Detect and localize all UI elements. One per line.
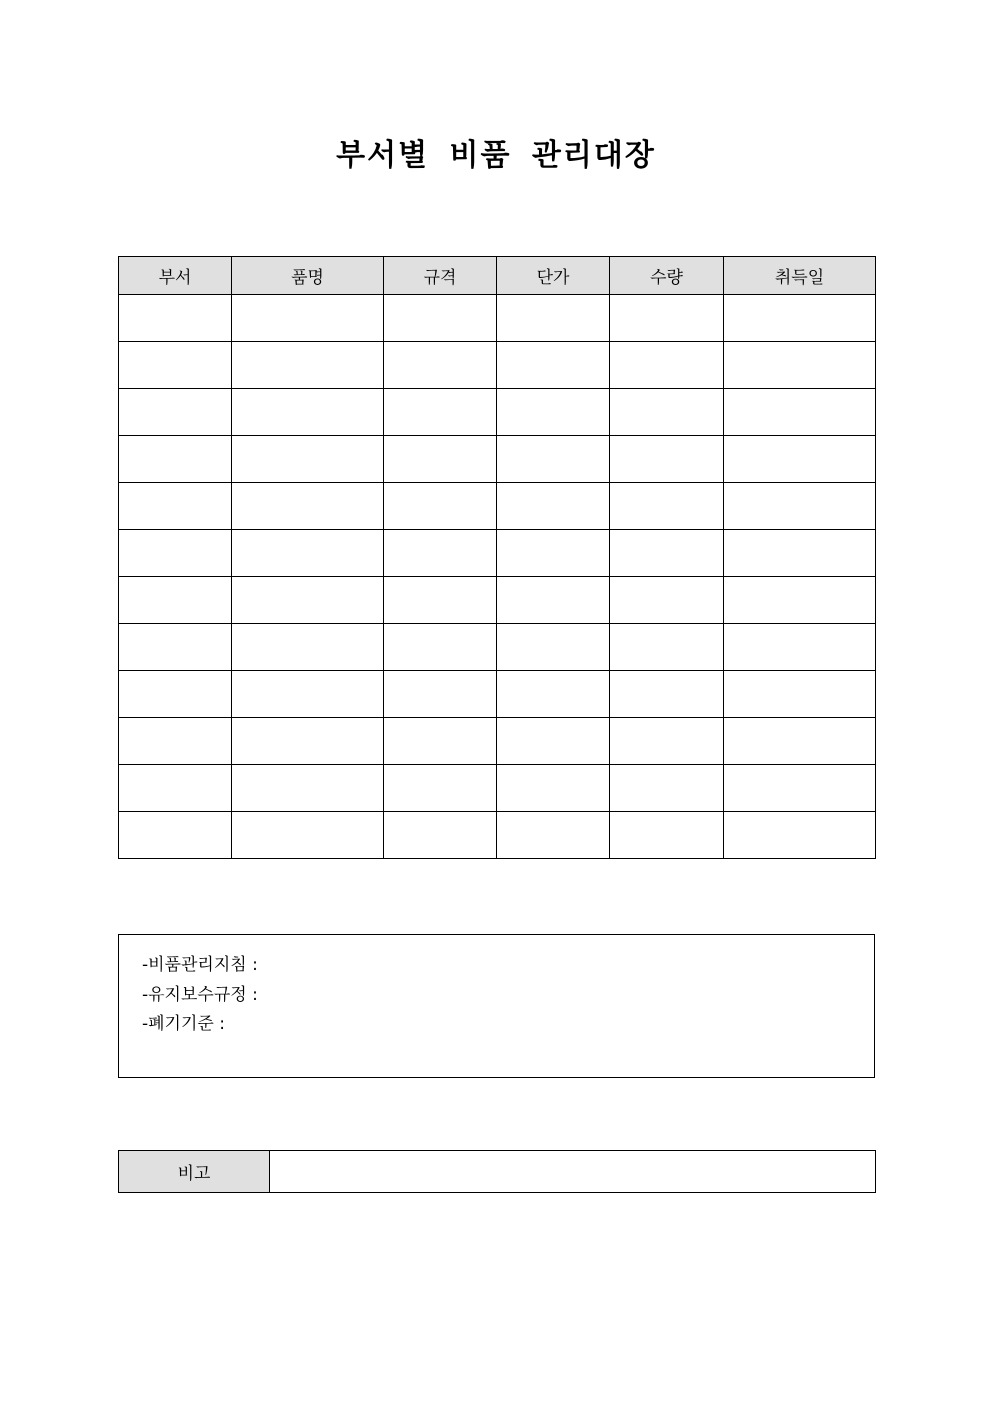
cell-specification[interactable] <box>384 718 497 765</box>
table-row <box>119 483 876 530</box>
cell-quantity[interactable] <box>610 530 724 577</box>
cell-quantity[interactable] <box>610 765 724 812</box>
cell-unit-price[interactable] <box>497 295 610 342</box>
cell-department[interactable] <box>119 671 232 718</box>
cell-department[interactable] <box>119 342 232 389</box>
cell-specification[interactable] <box>384 765 497 812</box>
remarks-field[interactable] <box>270 1151 876 1193</box>
cell-specification[interactable] <box>384 389 497 436</box>
table-row <box>119 577 876 624</box>
table-row <box>119 765 876 812</box>
cell-unit-price[interactable] <box>497 718 610 765</box>
cell-item-name[interactable] <box>232 389 384 436</box>
cell-unit-price[interactable] <box>497 577 610 624</box>
cell-department[interactable] <box>119 389 232 436</box>
remarks-row <box>119 1151 876 1193</box>
table-row <box>119 718 876 765</box>
cell-department[interactable] <box>119 812 232 859</box>
cell-item-name[interactable] <box>232 812 384 859</box>
header-department: 부서 <box>119 257 232 295</box>
cell-unit-price[interactable] <box>497 342 610 389</box>
cell-item-name[interactable] <box>232 765 384 812</box>
cell-item-name[interactable] <box>232 483 384 530</box>
cell-acquisition-date[interactable] <box>724 577 876 624</box>
cell-specification[interactable] <box>384 671 497 718</box>
remarks-table <box>118 1150 876 1193</box>
table-row <box>119 624 876 671</box>
document-title: 부서별 비품 관리대장 <box>336 138 656 173</box>
notes-list <box>142 951 258 1040</box>
table-row <box>119 295 876 342</box>
cell-item-name[interactable] <box>232 577 384 624</box>
table-row <box>119 530 876 577</box>
cell-department[interactable] <box>119 577 232 624</box>
table-header-row <box>119 257 876 295</box>
cell-specification[interactable] <box>384 436 497 483</box>
cell-acquisition-date[interactable] <box>724 436 876 483</box>
cell-specification[interactable] <box>384 342 497 389</box>
cell-acquisition-date[interactable] <box>724 624 876 671</box>
cell-acquisition-date[interactable] <box>724 812 876 859</box>
cell-quantity[interactable] <box>610 436 724 483</box>
cell-department[interactable] <box>119 295 232 342</box>
cell-specification[interactable] <box>384 530 497 577</box>
cell-item-name[interactable] <box>232 295 384 342</box>
cell-acquisition-date[interactable] <box>724 718 876 765</box>
cell-specification[interactable] <box>384 812 497 859</box>
cell-unit-price[interactable] <box>497 483 610 530</box>
header-unit-price: 단가 <box>497 257 610 295</box>
header-quantity: 수량 <box>610 257 724 295</box>
header-acquisition-date: 취득일 <box>724 257 876 295</box>
cell-acquisition-date[interactable] <box>724 671 876 718</box>
asset-table <box>118 256 876 859</box>
table-row <box>119 671 876 718</box>
notes-box <box>118 934 875 1078</box>
cell-unit-price[interactable] <box>497 624 610 671</box>
cell-unit-price[interactable] <box>497 812 610 859</box>
header-specification: 규격 <box>384 257 497 295</box>
cell-quantity[interactable] <box>610 624 724 671</box>
table-row <box>119 436 876 483</box>
table-row <box>119 342 876 389</box>
cell-acquisition-date[interactable] <box>724 530 876 577</box>
cell-quantity[interactable] <box>610 342 724 389</box>
cell-unit-price[interactable] <box>497 530 610 577</box>
cell-specification[interactable] <box>384 577 497 624</box>
table-row <box>119 812 876 859</box>
cell-quantity[interactable] <box>610 812 724 859</box>
cell-item-name[interactable] <box>232 436 384 483</box>
cell-quantity[interactable] <box>610 718 724 765</box>
cell-acquisition-date[interactable] <box>724 342 876 389</box>
cell-department[interactable] <box>119 483 232 530</box>
cell-acquisition-date[interactable] <box>724 389 876 436</box>
cell-specification[interactable] <box>384 295 497 342</box>
header-item-name: 품명 <box>232 257 384 295</box>
cell-unit-price[interactable] <box>497 765 610 812</box>
cell-quantity[interactable] <box>610 483 724 530</box>
cell-item-name[interactable] <box>232 342 384 389</box>
cell-unit-price[interactable] <box>497 436 610 483</box>
cell-quantity[interactable] <box>610 389 724 436</box>
cell-quantity[interactable] <box>610 295 724 342</box>
cell-specification[interactable] <box>384 624 497 671</box>
cell-acquisition-date[interactable] <box>724 765 876 812</box>
cell-department[interactable] <box>119 765 232 812</box>
cell-department[interactable] <box>119 530 232 577</box>
cell-quantity[interactable] <box>610 577 724 624</box>
table-body <box>119 295 876 859</box>
cell-item-name[interactable] <box>232 718 384 765</box>
cell-acquisition-date[interactable] <box>724 295 876 342</box>
cell-department[interactable] <box>119 624 232 671</box>
cell-unit-price[interactable] <box>497 671 610 718</box>
cell-department[interactable] <box>119 718 232 765</box>
cell-specification[interactable] <box>384 483 497 530</box>
remarks-label: 비고 <box>119 1151 270 1193</box>
cell-department[interactable] <box>119 436 232 483</box>
cell-acquisition-date[interactable] <box>724 483 876 530</box>
table-row <box>119 389 876 436</box>
note-disposal-criteria: -폐기기준 : <box>142 1014 225 1034</box>
cell-item-name[interactable] <box>232 624 384 671</box>
cell-item-name[interactable] <box>232 530 384 577</box>
note-maintenance-regulation: -유지보수규정 : <box>142 984 258 1005</box>
cell-unit-price[interactable] <box>497 389 610 436</box>
note-management-guideline: -비품관리지침 : <box>142 955 258 975</box>
cell-item-name[interactable] <box>232 671 384 718</box>
cell-quantity[interactable] <box>610 671 724 718</box>
